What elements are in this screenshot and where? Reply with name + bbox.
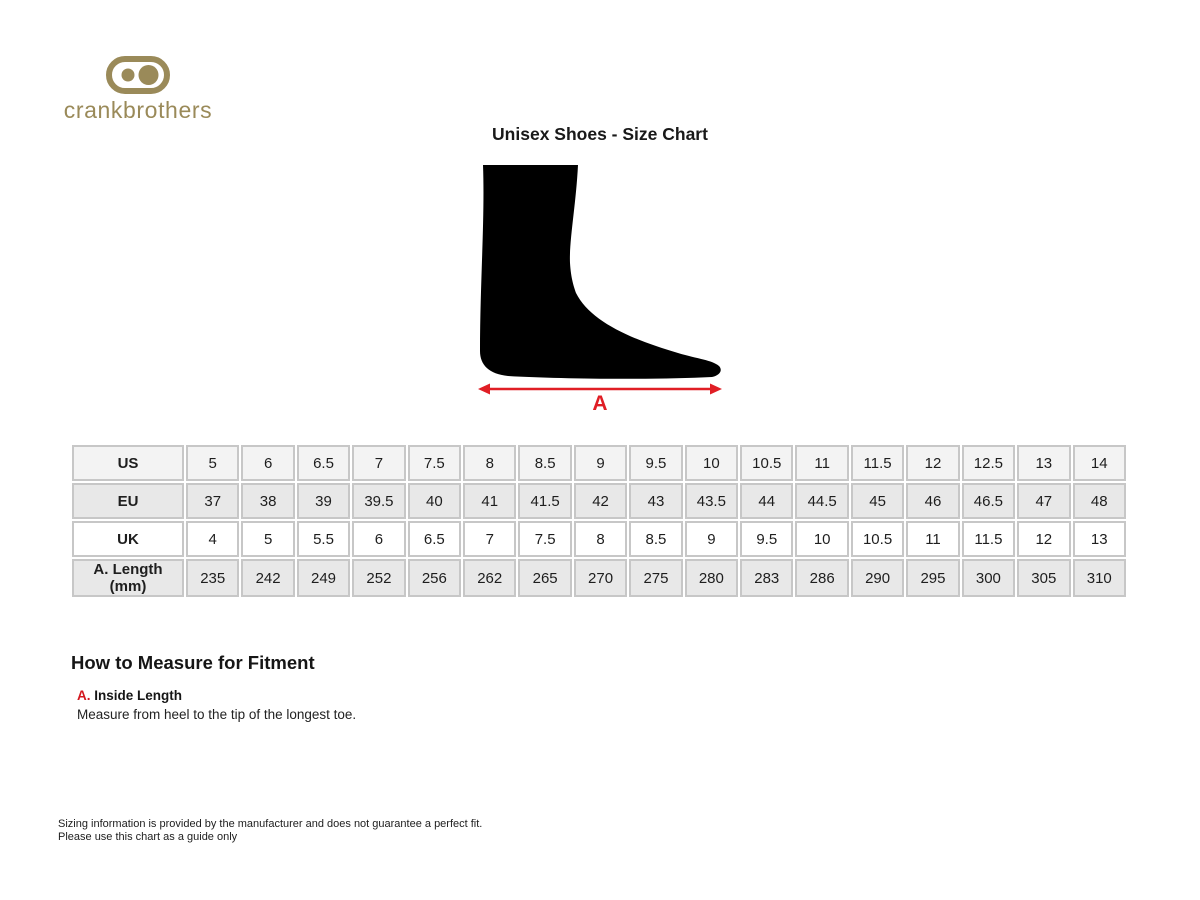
measure-item-key: A.: [77, 688, 91, 703]
size-table-cell: 12: [906, 445, 959, 481]
size-table-row-header: A. Length (mm): [72, 559, 184, 597]
size-table-cell: 256: [408, 559, 461, 597]
size-table-cell: 5.5: [297, 521, 350, 557]
size-table-cell: 37: [186, 483, 239, 519]
size-table-cell: 41.5: [518, 483, 571, 519]
brand-logo: [60, 55, 216, 124]
size-table-cell: 6: [241, 445, 294, 481]
size-table-cell: 280: [685, 559, 738, 597]
size-table-cell: 43.5: [685, 483, 738, 519]
size-table-cell: 8: [574, 521, 627, 557]
size-table-cell: 286: [795, 559, 848, 597]
size-table-row: [72, 445, 1126, 481]
size-table-cell: 10: [685, 445, 738, 481]
size-table-cell: 275: [629, 559, 682, 597]
size-table-cell: 262: [463, 559, 516, 597]
size-table-cell: 44.5: [795, 483, 848, 519]
size-table-cell: 14: [1073, 445, 1127, 481]
size-table-cell: 6.5: [408, 521, 461, 557]
size-table-cell: 13: [1073, 521, 1127, 557]
size-table-cell: 9.5: [740, 521, 793, 557]
measure-section-heading: How to Measure for Fitment: [71, 652, 315, 673]
footer-disclaimer-line1: Sizing information is provided by the manufacturer and does not guarantee a perfect fit.: [58, 818, 483, 830]
size-table-cell: 305: [1017, 559, 1070, 597]
size-table-cell: 44: [740, 483, 793, 519]
size-table-cell: 11.5: [962, 521, 1015, 557]
size-table-cell: 39: [297, 483, 350, 519]
size-table-cell: 252: [352, 559, 405, 597]
size-table-cell: 9: [685, 521, 738, 557]
size-table-row-header: UK: [72, 521, 184, 557]
size-table-cell: 10: [795, 521, 848, 557]
size-table-cell: 249: [297, 559, 350, 597]
size-table-cell: 7: [352, 445, 405, 481]
size-table-row: [72, 521, 1126, 557]
size-table-cell: 12.5: [962, 445, 1015, 481]
size-table-cell: 47: [1017, 483, 1070, 519]
size-table-cell: 46.5: [962, 483, 1015, 519]
size-table-cell: 242: [241, 559, 294, 597]
footer-disclaimer-line2: Please use this chart as a guide only: [58, 830, 238, 843]
size-table-cell: 283: [740, 559, 793, 597]
size-table-cell: 11.5: [851, 445, 904, 481]
size-table-cell: 9.5: [629, 445, 682, 481]
size-table-cell: 13: [1017, 445, 1070, 481]
size-table-cell: 7: [463, 521, 516, 557]
size-table-cell: 265: [518, 559, 571, 597]
size-table-cell: 11: [795, 445, 848, 481]
size-table-cell: 11: [906, 521, 959, 557]
size-table-cell: 235: [186, 559, 239, 597]
size-table-cell: 8.5: [629, 521, 682, 557]
size-table-cell: 270: [574, 559, 627, 597]
size-table-row-header: US: [72, 445, 184, 481]
size-table-cell: 7.5: [518, 521, 571, 557]
size-table-cell: 39.5: [352, 483, 405, 519]
size-table-cell: 8: [463, 445, 516, 481]
page-title: Unisex Shoes - Size Chart: [492, 124, 708, 144]
size-table-row: [72, 483, 1126, 519]
size-chart-table: [70, 443, 1128, 599]
size-table-cell: 7.5: [408, 445, 461, 481]
size-table-cell: 5: [186, 445, 239, 481]
size-table-cell: 10.5: [740, 445, 793, 481]
crank-pedal-icon: [105, 55, 171, 95]
brand-wordmark: crankbrothers: [63, 97, 213, 123]
foot-silhouette-image: [478, 163, 722, 381]
size-table-cell: 8.5: [518, 445, 571, 481]
size-table-cell: 10.5: [851, 521, 904, 557]
size-table-cell: 48: [1073, 483, 1127, 519]
size-table-cell: 4: [186, 521, 239, 557]
size-table-cell: 38: [241, 483, 294, 519]
size-table-cell: 41: [463, 483, 516, 519]
size-table-row: [72, 559, 1126, 597]
size-table-cell: 6: [352, 521, 405, 557]
size-table-cell: 40: [408, 483, 461, 519]
size-table-cell: 310: [1073, 559, 1127, 597]
footer-disclaimer: [58, 818, 482, 843]
size-table-cell: 42: [574, 483, 627, 519]
measure-item-title: [77, 688, 182, 703]
size-table-row-header: EU: [72, 483, 184, 519]
size-table-cell: 6.5: [297, 445, 350, 481]
measure-item-name: Inside Length: [94, 688, 183, 703]
size-chart-table-container: [70, 443, 1128, 599]
size-table-cell: 5: [241, 521, 294, 557]
size-table-cell: 43: [629, 483, 682, 519]
arrow-label-a: A: [592, 392, 608, 415]
measure-item-description: Measure from heel to the tip of the longest toe.: [77, 707, 357, 722]
size-table-cell: 45: [851, 483, 904, 519]
size-table-cell: 300: [962, 559, 1015, 597]
size-table-cell: 46: [906, 483, 959, 519]
size-table-cell: 9: [574, 445, 627, 481]
size-table-cell: 290: [851, 559, 904, 597]
size-table-cell: 12: [1017, 521, 1070, 557]
size-table-cell: 295: [906, 559, 959, 597]
